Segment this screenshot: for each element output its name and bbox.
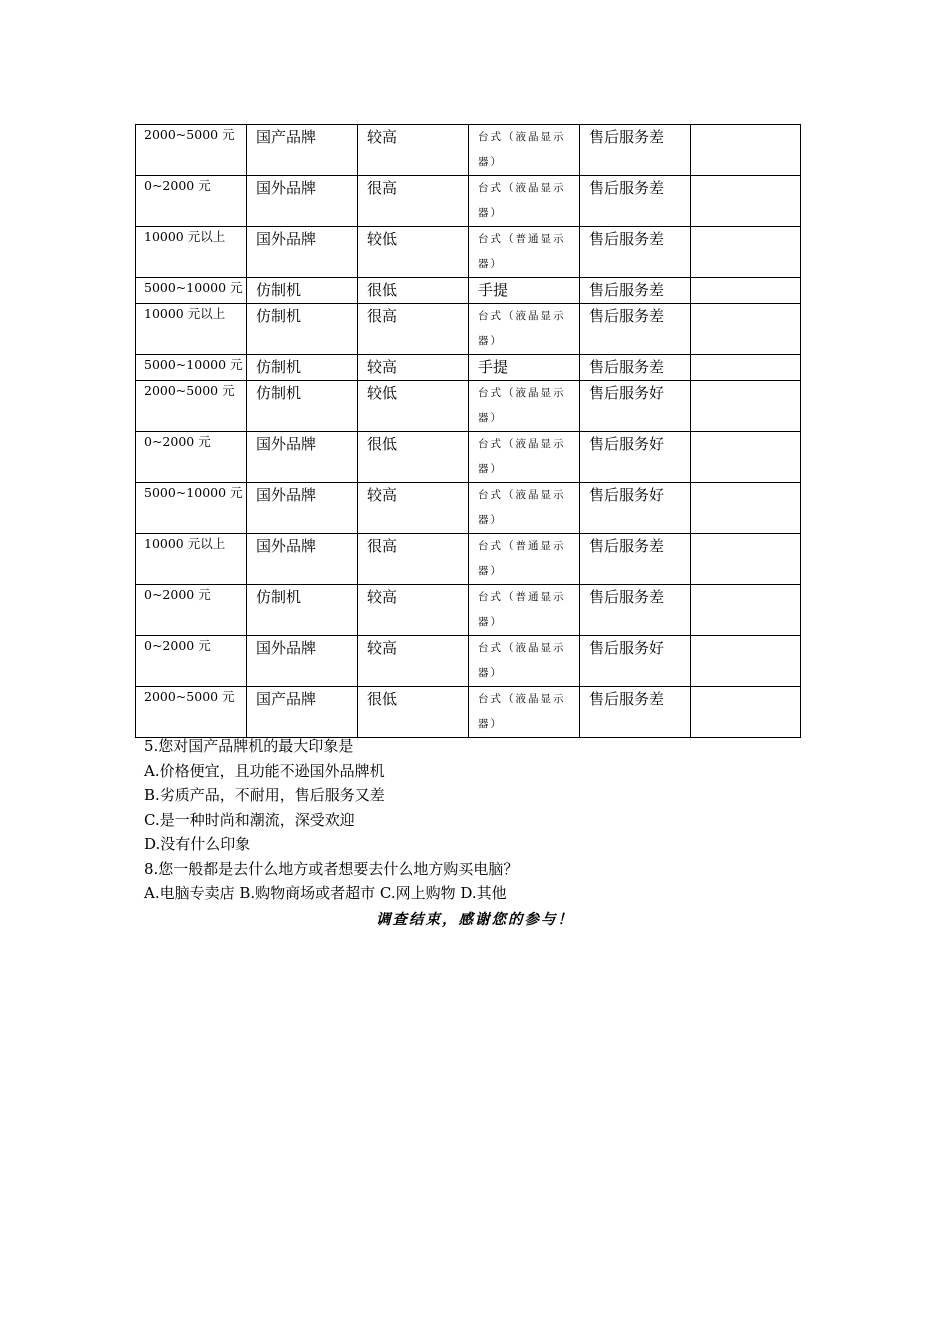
closing-thanks: 调查结束，感谢您的参与！: [376, 911, 574, 928]
cell-service: 售后服务好: [580, 432, 691, 483]
cell-price: 0~2000 元: [136, 432, 247, 483]
cell-level: 很低: [358, 687, 469, 738]
cell-level: 较低: [358, 381, 469, 432]
cell-extra: [691, 355, 801, 381]
cell-brand: 国外品牌: [247, 432, 358, 483]
cell-form: 台式（液晶显示器）: [469, 304, 580, 355]
table-row: [136, 278, 801, 304]
cell-brand: 国外品牌: [247, 227, 358, 278]
table-row: [136, 355, 801, 381]
cell-extra: [691, 636, 801, 687]
question-5-option-b: B.劣质产品，不耐用，售后服务又差: [144, 786, 385, 804]
cell-brand: 仿制机: [247, 585, 358, 636]
cell-extra: [691, 381, 801, 432]
cell-service: 售后服务好: [580, 636, 691, 687]
cell-level: 较高: [358, 636, 469, 687]
cell-form: 台式（液晶显示器）: [469, 176, 580, 227]
cell-brand: 国产品牌: [247, 687, 358, 738]
cell-extra: [691, 534, 801, 585]
cell-form: 手提: [469, 355, 580, 381]
cell-price: 5000~10000 元: [136, 483, 247, 534]
cell-price: 10000 元以上: [136, 534, 247, 585]
cell-level: 很高: [358, 304, 469, 355]
question-5-option-a: A.价格便宜，且功能不逊国外品牌机: [144, 761, 385, 780]
cell-service: 售后服务差: [580, 278, 691, 304]
cell-brand: 国外品牌: [247, 483, 358, 534]
table-row: [136, 176, 801, 227]
cell-brand: 仿制机: [247, 381, 358, 432]
cell-service: 售后服务差: [580, 176, 691, 227]
question-8-title: 8.您一般都是去什么地方或者想要去什么地方购买电脑？: [144, 859, 519, 878]
cell-form: 台式（液晶显示器）: [469, 687, 580, 738]
question-5-option-c: C.是一种时尚和潮流，深受欢迎: [144, 810, 355, 829]
cell-level: 很高: [358, 534, 469, 585]
cell-level: 很高: [358, 176, 469, 227]
cell-price: 10000 元以上: [136, 304, 247, 355]
cell-brand: 国外品牌: [247, 534, 358, 585]
cell-service: 售后服务差: [580, 687, 691, 738]
cell-price: 10000 元以上: [136, 227, 247, 278]
cell-form: 台式（液晶显示器）: [469, 125, 580, 176]
cell-form: 台式（液晶显示器）: [469, 381, 580, 432]
cell-service: 售后服务差: [580, 304, 691, 355]
survey-table-body: [136, 125, 801, 738]
cell-extra: [691, 125, 801, 176]
cell-brand: 国外品牌: [247, 176, 358, 227]
table-row: [136, 483, 801, 534]
cell-extra: [691, 278, 801, 304]
cell-service: 售后服务好: [580, 483, 691, 534]
table-row: [136, 304, 801, 355]
cell-brand: 国外品牌: [247, 636, 358, 687]
cell-price: 0~2000 元: [136, 636, 247, 687]
cell-form: 台式（液晶显示器）: [469, 432, 580, 483]
cell-brand: 国产品牌: [247, 125, 358, 176]
cell-extra: [691, 483, 801, 534]
question-5-option-d: D.没有什么印象: [144, 835, 251, 853]
cell-level: 较高: [358, 355, 469, 381]
cell-extra: [691, 687, 801, 738]
cell-level: 较高: [358, 125, 469, 176]
cell-level: 较高: [358, 483, 469, 534]
table-row: [136, 227, 801, 278]
cell-extra: [691, 176, 801, 227]
cell-service: 售后服务差: [580, 125, 691, 176]
cell-brand: 仿制机: [247, 278, 358, 304]
cell-extra: [691, 304, 801, 355]
cell-level: 较低: [358, 227, 469, 278]
cell-extra: [691, 585, 801, 636]
cell-price: 2000~5000 元: [136, 125, 247, 176]
cell-extra: [691, 432, 801, 483]
table-row: [136, 381, 801, 432]
cell-price: 5000~10000 元: [136, 278, 247, 304]
cell-service: 售后服务好: [580, 381, 691, 432]
cell-brand: 仿制机: [247, 355, 358, 381]
cell-form: 台式（普通显示器）: [469, 585, 580, 636]
cell-form: 台式（普通显示器）: [469, 227, 580, 278]
cell-price: 2000~5000 元: [136, 381, 247, 432]
table-row: [136, 687, 801, 738]
question-5-title: 5.您对国产品牌机的最大印象是: [144, 737, 354, 755]
cell-form: 台式（液晶显示器）: [469, 483, 580, 534]
cell-level: 很低: [358, 278, 469, 304]
cell-price: 2000~5000 元: [136, 687, 247, 738]
cell-extra: [691, 227, 801, 278]
table-row: [136, 125, 801, 176]
cell-service: 售后服务差: [580, 585, 691, 636]
cell-form: 手提: [469, 278, 580, 304]
cell-form: 台式（液晶显示器）: [469, 636, 580, 687]
cell-price: 0~2000 元: [136, 585, 247, 636]
cell-price: 5000~10000 元: [136, 355, 247, 381]
question-8-options: A.电脑专卖店 B.购物商场或者超市 C.网上购物 D.其他: [144, 884, 507, 902]
table-row: [136, 585, 801, 636]
cell-form: 台式（普通显示器）: [469, 534, 580, 585]
cell-service: 售后服务差: [580, 355, 691, 381]
cell-service: 售后服务差: [580, 534, 691, 585]
cell-service: 售后服务差: [580, 227, 691, 278]
questions-block: [144, 734, 518, 906]
table-row: [136, 432, 801, 483]
table-row: [136, 636, 801, 687]
cell-brand: 仿制机: [247, 304, 358, 355]
cell-level: 很低: [358, 432, 469, 483]
survey-table: [135, 124, 801, 738]
cell-price: 0~2000 元: [136, 176, 247, 227]
cell-level: 较高: [358, 585, 469, 636]
table-row: [136, 534, 801, 585]
